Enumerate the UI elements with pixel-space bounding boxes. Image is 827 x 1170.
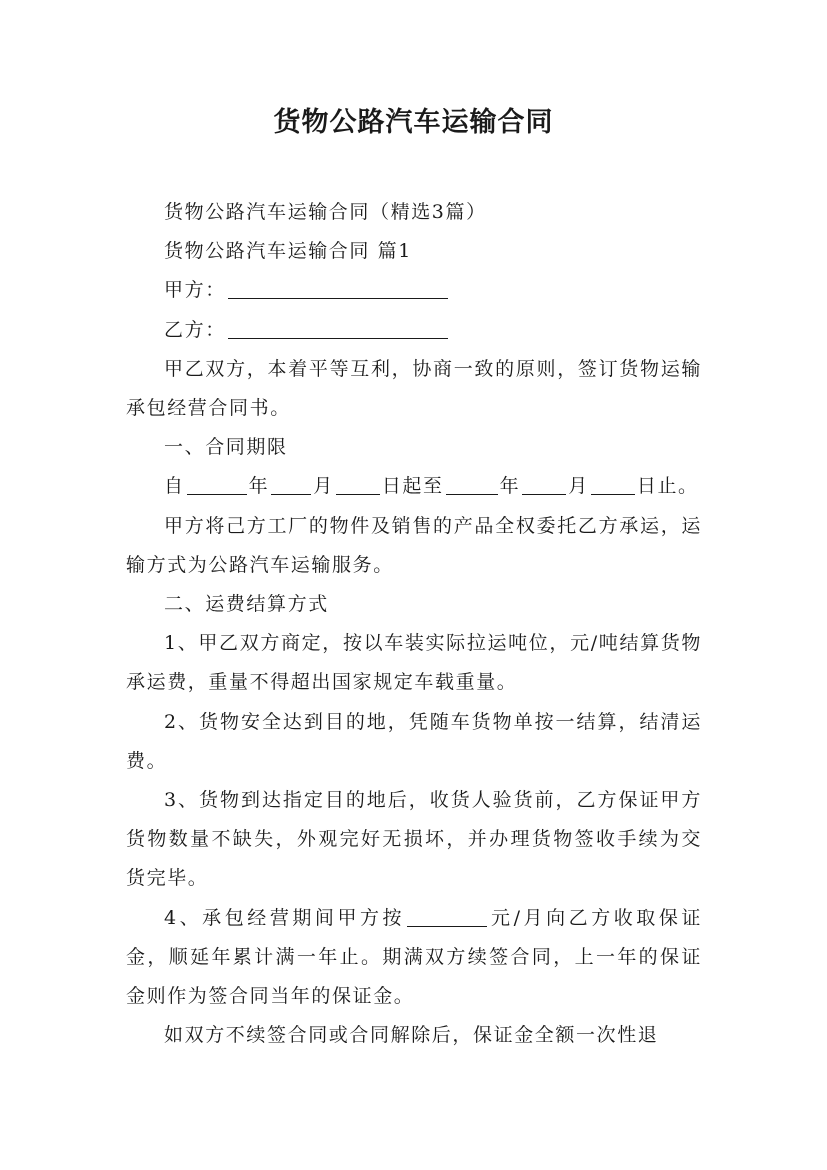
- start-month-blank: [271, 475, 311, 495]
- item-3: 3、货物到达指定目的地后，收货人验货前，乙方保证甲方货物数量不缺失，外观完好无损坏，并办理货物签收手续为交货完毕。: [126, 789, 702, 890]
- party-a-blank: [228, 279, 448, 299]
- party-a-line: [126, 271, 702, 310]
- intro-paragraph: 甲乙双方，本着平等互利，协商一致的原则，签订货物运输承包经营合同书。: [126, 357, 702, 420]
- party-b-line: [126, 311, 702, 350]
- document-body: [126, 193, 702, 1055]
- end-day-blank: [591, 475, 635, 495]
- term-month2: 月: [568, 475, 589, 498]
- start-day-blank: [336, 475, 380, 495]
- term-line: [126, 467, 702, 506]
- end-year-blank: [446, 475, 498, 495]
- item-1: 1、甲乙双方商定，按以车装实际拉运吨位，元/吨结算货物承运费，重量不得超出国家规定车载重量。: [126, 632, 702, 694]
- start-year-blank: [187, 475, 247, 495]
- document-subtitle: 货物公路汽车运输合同（精选3篇）: [164, 201, 487, 223]
- term-year1: 年: [248, 475, 270, 498]
- party-b-blank: [228, 319, 448, 339]
- party-b-label: 乙方：: [164, 318, 226, 341]
- item-4: [126, 899, 702, 1017]
- end-month-blank: [522, 475, 566, 495]
- last-paragraph: 如双方不续签合同或合同解除后，保证金全额一次性退: [164, 1024, 659, 1047]
- item-4-suffix: 元/月向乙方收取保证金，顺延年累计满一年止。期满双方续签合同，上一年的保证金则作为签合同当年的保证金。: [126, 906, 702, 1008]
- document-title: 货物公路汽车运输合同: [273, 107, 554, 138]
- deposit-amount-blank: [407, 907, 487, 927]
- term-month1: 月: [313, 475, 334, 498]
- section2-heading: 二、运费结算方式: [164, 593, 329, 616]
- section1-text: 甲方将己方工厂的物件及销售的产品全权委托乙方承运，运输方式为公路汽车运输服务。: [126, 514, 702, 576]
- term-year2: 年: [499, 475, 521, 498]
- item-2: 2、货物安全达到目的地，凭随车货物单按一结算，结清运费。: [126, 710, 702, 772]
- chapter-heading: 货物公路汽车运输合同 篇1: [164, 240, 412, 263]
- term-day1-to: 日起至: [381, 475, 444, 498]
- term-day2-end: 日止。: [636, 475, 699, 498]
- party-a-label: 甲方：: [164, 279, 226, 302]
- item-4-prefix: 4、承包经营期间甲方按: [164, 906, 406, 929]
- term-from: 自: [164, 475, 185, 498]
- section1-heading: 一、合同期限: [164, 436, 288, 459]
